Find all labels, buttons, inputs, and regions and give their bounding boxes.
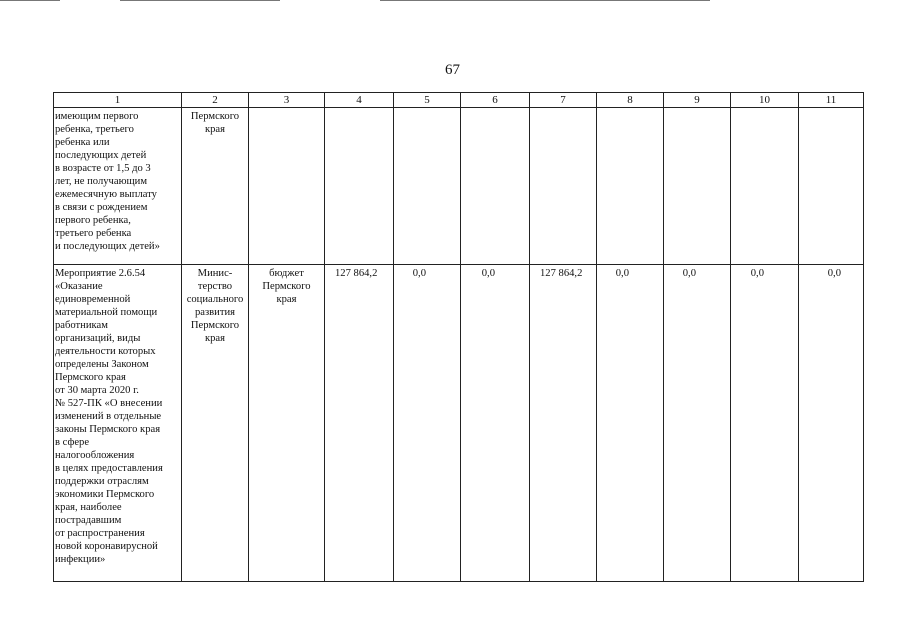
value-cell	[325, 108, 394, 265]
budget-table	[53, 92, 864, 582]
value-cell: 0,0	[731, 265, 799, 582]
value-cell	[530, 108, 597, 265]
value-cell	[664, 108, 731, 265]
value-cell	[731, 108, 799, 265]
column-number: 6	[461, 93, 530, 108]
column-number: 1	[54, 93, 182, 108]
value-cell: 0,0	[394, 265, 461, 582]
column-number: 11	[799, 93, 864, 108]
value-cell	[394, 108, 461, 265]
source-cell: бюджет Пермского края	[249, 265, 325, 582]
column-number-row	[54, 93, 864, 108]
table-row	[54, 265, 864, 582]
value-cell: 127 864,2	[325, 265, 394, 582]
value-cell: 0,0	[461, 265, 530, 582]
description-cell: Мероприятие 2.6.54 «Оказание единовременной материальной помощи работникам организаций, виды деятельности которых определены Законом Пермского края от 30 марта 2020 г. № 527-ПК «О внесении изменений в отдельные законы Пермского края в сфере налогообложения в целях предоставления поддержки отраслям экономики Пермского края, наиболее пострадавшим от распространения новой коронавирусной инфекции»	[54, 265, 182, 582]
scan-edge-line	[0, 0, 60, 1]
column-number: 10	[731, 93, 799, 108]
scan-edge-line	[120, 0, 280, 1]
column-number: 5	[394, 93, 461, 108]
responsible-cell: Минис- терство социального развития Пермского края	[182, 265, 249, 582]
value-cell: 0,0	[664, 265, 731, 582]
value-cell: 127 864,2	[530, 265, 597, 582]
description-cell: имеющим первого ребенка, третьего ребенка или последующих детей в возрасте от 1,5 до 3 лет, не получающим ежемесячную выплату в связи с рождением первого ребенка, третьего ребенка и последующих детей»	[54, 108, 182, 265]
column-number: 7	[530, 93, 597, 108]
value-cell: 0,0	[799, 265, 864, 582]
value-cell	[799, 108, 864, 265]
column-number: 3	[249, 93, 325, 108]
table-row	[54, 108, 864, 265]
page-number: 67	[445, 62, 460, 78]
column-number: 4	[325, 93, 394, 108]
responsible-cell: Пермского края	[182, 108, 249, 265]
value-cell: 0,0	[597, 265, 664, 582]
column-number: 2	[182, 93, 249, 108]
value-cell	[597, 108, 664, 265]
column-number: 8	[597, 93, 664, 108]
source-cell	[249, 108, 325, 265]
value-cell	[461, 108, 530, 265]
scan-edge-line	[380, 0, 710, 1]
column-number: 9	[664, 93, 731, 108]
